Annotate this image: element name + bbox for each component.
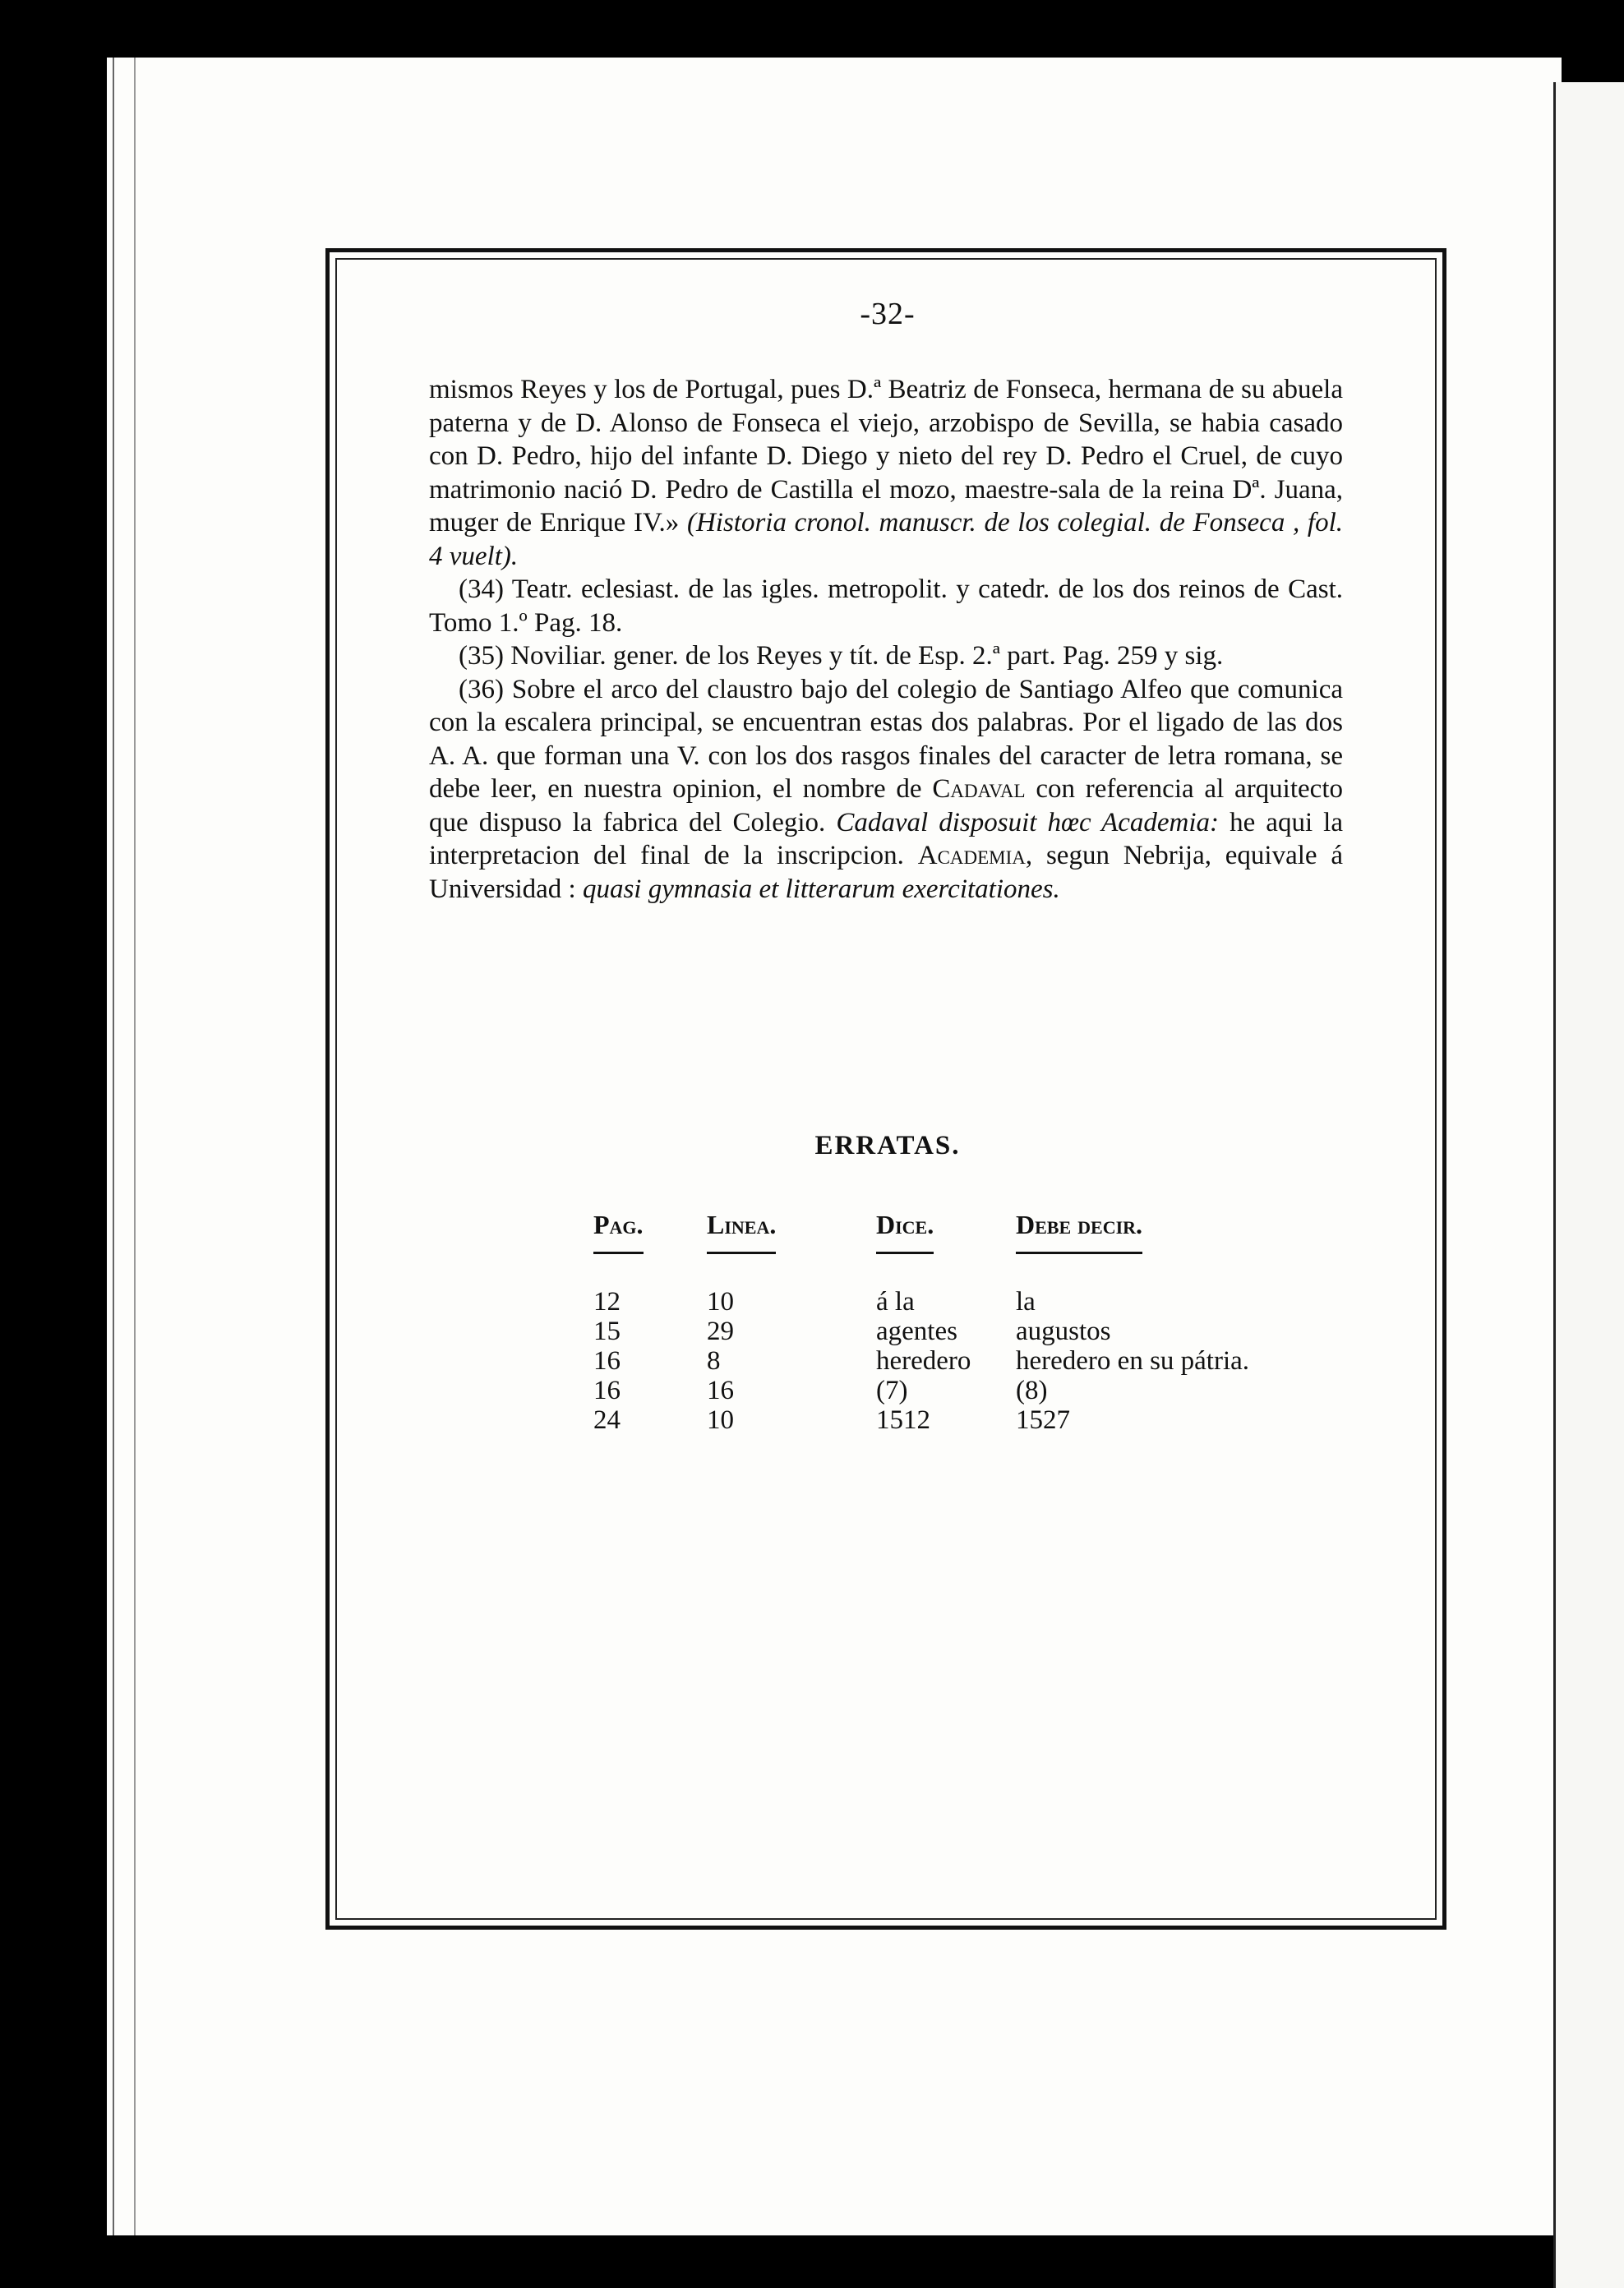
page-number: -32- bbox=[860, 297, 916, 331]
table-row bbox=[593, 1376, 1349, 1405]
scan-border-left bbox=[0, 0, 107, 2288]
errata-table bbox=[593, 1210, 1349, 1435]
errata-rows bbox=[593, 1287, 1349, 1435]
cell-debe-decir: (8) bbox=[1016, 1376, 1048, 1405]
cell-linea: 29 bbox=[707, 1317, 734, 1346]
note-36-text-3: he aqui la interpretacion del final de la inscripcion. bbox=[429, 807, 1343, 870]
cell-linea: 8 bbox=[707, 1346, 721, 1376]
header-dice: Dice. bbox=[876, 1210, 934, 1254]
cell-pag: 12 bbox=[593, 1287, 621, 1317]
cell-dice: agentes bbox=[876, 1317, 957, 1346]
table-row bbox=[593, 1317, 1349, 1346]
nebrija-quote: quasi gymnasia et litterarum exercitationes. bbox=[582, 874, 1060, 904]
cell-dice: heredero bbox=[876, 1346, 971, 1376]
header-debe-decir: Debe decir. bbox=[1016, 1210, 1142, 1254]
errata-title: ERRATAS. bbox=[814, 1131, 961, 1160]
next-page-edge bbox=[1553, 82, 1624, 2288]
body-text bbox=[429, 373, 1343, 906]
name-cadaval: Cadaval bbox=[932, 774, 1026, 804]
header-linea: Linea. bbox=[707, 1210, 776, 1254]
note-34: (34) Teatr. eclesiast. de las igles. metropolit. y catedr. de los dos reinos de Cast. Tomo 1.º Pag. 18. bbox=[429, 574, 1343, 638]
note-36-text-2: con referencia al arquitecto que dispuso la fabrica del Colegio. bbox=[429, 774, 1343, 837]
paragraph-text: mismos Reyes y los de Portugal, pues D.ª Beatriz de Fonseca, hermana de su abuela paterna y de D. Alonso de Fonseca el viejo, arzobispo de Sevilla, se habia casado con D. Pedro, hijo del infante D. Diego y nieto del rey D. Pedro el Cruel, de cuyo matrimonio nació D. Pedro de Castilla el mozo, maestre-sala de la reina Dª. Juana, muger de Enrique IV.» bbox=[429, 375, 1343, 537]
cell-linea: 10 bbox=[707, 1405, 734, 1435]
cell-debe-decir: la bbox=[1016, 1287, 1036, 1317]
paragraph-continuation bbox=[429, 373, 1343, 573]
word-academia: Academia bbox=[917, 841, 1026, 870]
errata-header-row bbox=[593, 1210, 1349, 1264]
note-36-text: (36) Sobre el arco del claustro bajo del colegio de Santiago Alfeo que comunica con la escalera principal, se encuentran estas dos palabras. Por el ligado de las dos A. A. que forman una V. con los dos rasgos finales del caracter de letra romana, se debe leer, en nuestra opinion, el nombre de bbox=[429, 674, 1343, 804]
cell-pag: 15 bbox=[593, 1317, 621, 1346]
cell-debe-decir: 1527 bbox=[1016, 1405, 1070, 1435]
note-35: (35) Noviliar. gener. de los Reyes y tít. de Esp. 2.ª part. Pag. 259 y sig. bbox=[459, 641, 1224, 671]
header-pag: Pag. bbox=[593, 1210, 644, 1254]
binding-edge bbox=[113, 58, 136, 2235]
citation-historia: (Historia cronol. manuscr. de los colegial. de Fonseca , fol. 4 vuelt). bbox=[429, 508, 1344, 571]
cell-dice: (7) bbox=[876, 1376, 908, 1405]
cell-pag: 16 bbox=[593, 1376, 621, 1405]
note-36 bbox=[429, 673, 1343, 906]
cell-dice: á la bbox=[876, 1287, 915, 1317]
note-36-text-4: , segun Nebrija, equivale á Universidad : bbox=[429, 841, 1344, 904]
cell-dice: 1512 bbox=[876, 1405, 930, 1435]
inscription-text: Cadaval disposuit hœc Academia: bbox=[836, 807, 1220, 837]
cell-pag: 16 bbox=[593, 1346, 621, 1376]
cell-linea: 10 bbox=[707, 1287, 734, 1317]
cell-linea: 16 bbox=[707, 1376, 734, 1405]
table-row bbox=[593, 1346, 1349, 1376]
cell-pag: 24 bbox=[593, 1405, 621, 1435]
cell-debe-decir: heredero en su pátria. bbox=[1016, 1346, 1250, 1376]
cell-debe-decir: augustos bbox=[1016, 1317, 1111, 1346]
table-row bbox=[593, 1405, 1349, 1435]
table-row bbox=[593, 1287, 1349, 1317]
